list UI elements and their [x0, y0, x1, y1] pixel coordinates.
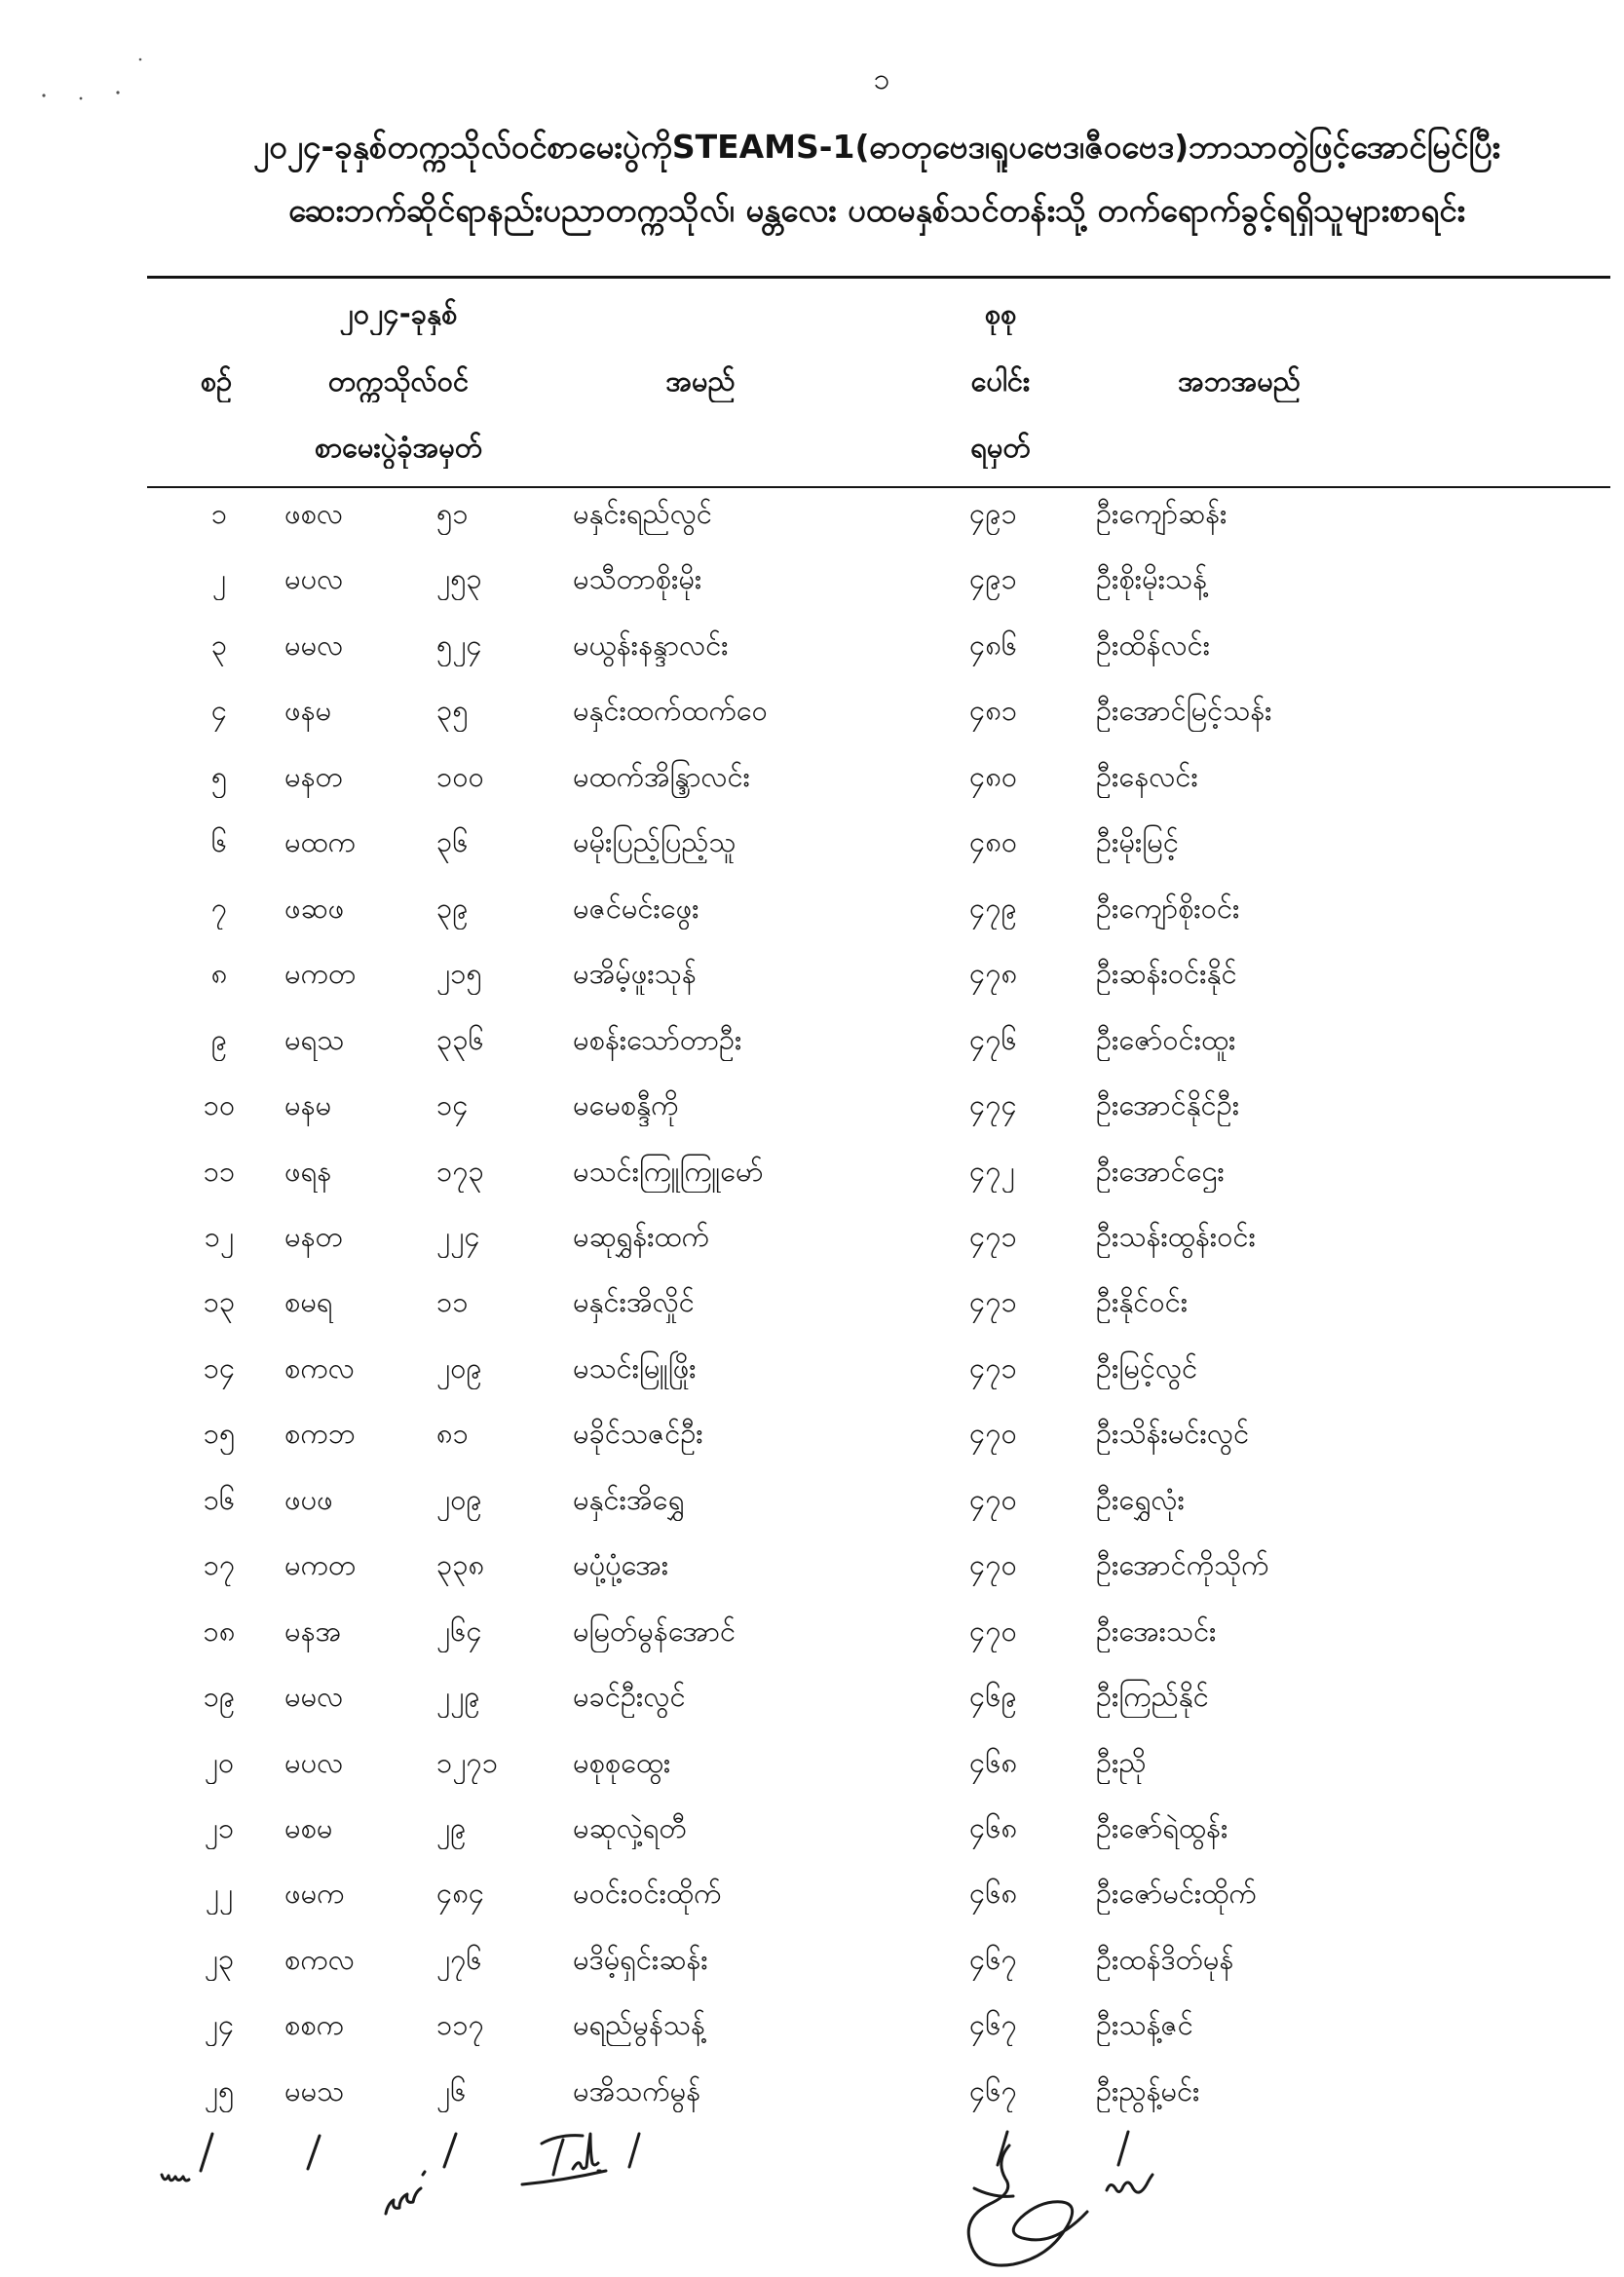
total-marks: ၄၆၇ — [969, 1942, 1017, 1976]
serial-number: ၁၂ — [204, 1219, 235, 1253]
roll-code: မနအ — [284, 1613, 342, 1648]
signature-mark — [308, 2136, 320, 2169]
table-row — [0, 1018, 1624, 1061]
serial-number: ၂၃ — [204, 1942, 235, 1976]
student-name: မသင်းကြူကြူမော် — [573, 1154, 764, 1188]
roll-code: မကတ — [284, 1548, 357, 1582]
header-father-name: အဘအမည် — [1178, 364, 1301, 398]
serial-number: ၂၂ — [205, 1877, 234, 1911]
roll-code: ဖနမ — [284, 694, 332, 728]
signature-mark — [386, 2172, 425, 2214]
roll-number: ၁၇၃ — [436, 1154, 484, 1188]
total-marks: ၄၆၇ — [969, 2008, 1017, 2042]
document-title-line-1: ၂၀၂၄-ခုနှစ်တက္ကသိုလ်ဝင်စာမေးပွဲကိုSTEAMS-1(ဓာတုဗေဒ၊ရူပဗေဒ၊ဇီဝဗေဒ)ဘာသာတွဲဖြင့်အောင်မြင်ပြီး — [252, 128, 1501, 166]
table-row — [0, 952, 1624, 995]
total-marks: ၄၇၄ — [969, 1088, 1017, 1122]
total-marks: ၄၇၆ — [969, 1022, 1017, 1056]
serial-number: ၂၅ — [204, 2073, 235, 2107]
roll-number: ၂၀၉ — [436, 1350, 482, 1385]
student-name: မပုံ့ပုံ့အေး — [573, 1548, 669, 1582]
father-name: ဦးစိုးမိုးသန့် — [1096, 562, 1208, 596]
roll-number: ၃၅ — [436, 694, 469, 728]
student-name: မနှင်းအိရွှေ — [573, 1482, 685, 1516]
father-name: ဦးသိန်းမင်းလွင် — [1096, 1417, 1250, 1451]
table-header-rule — [147, 486, 1610, 488]
father-name: ဦးအောင်ကိုသိုက် — [1096, 1548, 1269, 1582]
header-total-line-2: ပေါင်း — [970, 364, 1031, 398]
student-name: မအိမ့်ဖူးသုန် — [573, 957, 697, 991]
student-name: မဆုလှဲ့ရတီ — [573, 1811, 687, 1844]
student-name: မနှင်းအိလှိုင် — [573, 1285, 695, 1319]
roll-number: ၄၈၄ — [436, 1877, 485, 1911]
roll-number: ၂၆၄ — [436, 1613, 482, 1648]
father-name: ဦးအောင်နိုင်ဦး — [1096, 1088, 1240, 1122]
page-number: ၁ — [873, 62, 890, 96]
roll-code: မနတ — [284, 759, 343, 793]
roll-number: ၁၀၀ — [436, 759, 484, 793]
table-row — [0, 1215, 1624, 1258]
roll-number: ၂၂၄ — [436, 1219, 480, 1253]
student-name: မမေစန္ဒီကို — [573, 1088, 679, 1122]
roll-number: ၃၃၆ — [436, 1022, 484, 1056]
roll-number: ၃၉ — [436, 891, 469, 925]
father-name: ဦးအောင်ဌေး — [1096, 1154, 1225, 1188]
student-name: မထက်အိန္ဒြာလင်း — [573, 759, 751, 793]
header-roll-line-3: စာမေးပွဲခုံအမှတ် — [314, 431, 483, 464]
signature-mark — [162, 2175, 189, 2181]
roll-code: မထက — [284, 825, 356, 859]
signature-mark — [444, 2134, 456, 2167]
table-row — [0, 1675, 1624, 1718]
roll-code: မပလ — [284, 1745, 344, 1779]
total-marks: ၄၇၁ — [969, 1350, 1017, 1385]
father-name: ဦးဇော်မင်းထိုက် — [1096, 1877, 1257, 1911]
roll-code: မမလ — [284, 627, 344, 662]
student-name: မယွန်းနန္ဒာလင်း — [573, 627, 729, 662]
total-marks: ၄၆၉ — [969, 1680, 1017, 1714]
total-marks: ၄၇၂ — [969, 1154, 1015, 1188]
roll-number: ၅၂၄ — [436, 627, 482, 662]
signature-mark — [522, 2134, 606, 2184]
father-name: ဦးအေးသင်း — [1096, 1613, 1217, 1648]
student-name: မစုစုထွေး — [573, 1745, 671, 1779]
table-top-rule — [147, 276, 1610, 279]
table-row — [0, 1741, 1624, 1784]
serial-number: ၁၁ — [203, 1154, 236, 1188]
table-row — [0, 1150, 1624, 1193]
serial-number: ၁၄ — [203, 1350, 236, 1385]
serial-number: ၁၃ — [203, 1285, 236, 1319]
table-row — [0, 689, 1624, 732]
total-marks: ၄၆၇ — [969, 2073, 1017, 2107]
father-name: ဦးအောင်မြင့်သန်း — [1096, 694, 1272, 728]
father-name: ဦးရွှေလုံး — [1096, 1482, 1185, 1516]
signature-mark — [968, 2145, 1087, 2265]
header-name: အမည် — [665, 364, 736, 398]
student-name: မခင်ဦးလွင် — [573, 1680, 686, 1714]
father-name: ဦးသန်းထွန်းဝင်း — [1096, 1219, 1257, 1253]
student-name: မနှင်းထက်ထက်ဝေ — [573, 694, 768, 728]
serial-number: ၇ — [210, 891, 228, 925]
serial-number: ၄ — [210, 694, 228, 728]
roll-number: ၂၉ — [436, 1811, 467, 1844]
serial-number: ၅ — [210, 759, 228, 793]
header-roll-line-2: တက္ကသိုလ်ဝင် — [327, 364, 470, 398]
roll-number: ၃၆ — [436, 825, 469, 859]
father-name: ဦးညို — [1096, 1745, 1147, 1779]
table-row — [0, 755, 1624, 798]
total-marks: ၄၈၀ — [969, 759, 1018, 793]
roll-code: စကလ — [284, 1942, 355, 1976]
father-name: ဦးနိုင်ဝင်း — [1096, 1285, 1189, 1319]
roll-number: ၃၃၈ — [436, 1548, 485, 1582]
table-row — [0, 1610, 1624, 1652]
roll-number: ၂၅၃ — [436, 562, 482, 596]
header-total-line-3: ရမှတ် — [970, 431, 1031, 464]
signature-mark — [629, 2134, 639, 2167]
father-name: ဦးကျော်စိုးဝင်း — [1096, 891, 1240, 925]
total-marks: ၄၈၀ — [969, 825, 1018, 859]
serial-number: ၂၁ — [204, 1811, 235, 1844]
document-title-line-2: ဆေးဘက်ဆိုင်ရာနည်းပညာတက္ကသိုလ်၊ မန္တလေး ပထမနှစ်သင်တန်းသို့ တက်ရောက်ခွင့်ရရှိသူများစာရင်း — [288, 191, 1465, 229]
student-name: မဒိမ့်ရှင်းဆန်း — [573, 1942, 708, 1976]
roll-number: ၁၁၇ — [436, 2008, 484, 2042]
father-name: ဦးကျော်ဆန်း — [1096, 497, 1227, 530]
father-name: ဦးဆန်းဝင်းနိုင် — [1096, 957, 1237, 991]
roll-code: စမရ — [284, 1285, 333, 1319]
father-name: ဦးဇော်ရဲထွန်း — [1096, 1811, 1228, 1844]
father-name: ဦးမိုးမြင့် — [1096, 825, 1179, 859]
total-marks: ၄၆၈ — [969, 1877, 1018, 1911]
father-name: ဦးဇော်ဝင်းထူး — [1096, 1022, 1236, 1056]
student-name: မဇင်မင်းဖွေး — [573, 891, 699, 925]
roll-code: မကတ — [284, 957, 357, 991]
serial-number: ၂ — [211, 562, 227, 596]
roll-code: စစက — [284, 2008, 345, 2042]
total-marks: ၄၉၁ — [969, 562, 1017, 596]
serial-number: ၉ — [210, 1022, 228, 1056]
roll-code: မမလ — [284, 1680, 344, 1714]
student-name: မရည်မွန်သန့် — [573, 2008, 705, 2042]
total-marks: ၄၈၆ — [969, 627, 1018, 662]
roll-code: မရသ — [284, 1022, 345, 1056]
table-row — [0, 1872, 1624, 1915]
serial-number: ၈ — [210, 957, 228, 991]
serial-number: ၂၄ — [204, 2008, 235, 2042]
serial-number: ၁၉ — [203, 1680, 236, 1714]
scan-specks — [0, 0, 195, 127]
student-name: မနှင်းရည်လွင် — [573, 497, 712, 530]
table-row — [0, 1347, 1624, 1389]
signature-mark — [1107, 2175, 1152, 2192]
roll-code: ဖမက — [284, 1877, 345, 1911]
total-marks: ၄၈၁ — [969, 694, 1018, 728]
student-name: မသီတာစိုးမိုး — [573, 562, 702, 596]
roll-number: ၂၁၅ — [436, 957, 482, 991]
roll-code: မနမ — [284, 1088, 332, 1122]
table-row — [0, 1806, 1624, 1849]
total-marks: ၄၆၈ — [969, 1811, 1018, 1844]
table-row — [0, 2003, 1624, 2046]
roll-code: မပလ — [284, 562, 344, 596]
student-name: မမြတ်မွန်အောင် — [573, 1613, 736, 1648]
total-marks: ၄၇၀ — [969, 1548, 1017, 1582]
roll-number: ၁၄ — [436, 1088, 469, 1122]
roll-number: ၂၇၆ — [436, 1942, 482, 1976]
total-marks: ၄၇၈ — [969, 957, 1018, 991]
total-marks: ၄၇၀ — [969, 1613, 1017, 1648]
signatures — [0, 2095, 1624, 2277]
roll-number: ၅၁ — [436, 497, 469, 530]
header-total-line-1: စုစု — [984, 297, 1017, 330]
roll-number: ၁၁ — [436, 1285, 469, 1319]
student-name: မဆုရွှန်းထက် — [573, 1219, 710, 1253]
table-row — [0, 1478, 1624, 1521]
student-name: မခိုင်သဇင်ဦး — [573, 1417, 703, 1451]
father-name: ဦးမြင့်လွင် — [1096, 1350, 1198, 1385]
student-name: မဝင်းဝင်းထိုက် — [573, 1877, 722, 1911]
roll-code: ဖဆဖ — [284, 891, 345, 925]
roll-code: ဖပဖ — [284, 1482, 333, 1516]
roll-code: မစမ — [284, 1811, 333, 1844]
table-row — [0, 887, 1624, 930]
roll-code: စကလ — [284, 1350, 355, 1385]
table-row — [0, 820, 1624, 863]
student-name: မသင်းမြူဖြိုး — [573, 1350, 697, 1385]
roll-number: ၂၆ — [436, 2073, 467, 2107]
serial-number: ၁၈ — [203, 1613, 236, 1648]
total-marks: ၄၆၈ — [969, 1745, 1018, 1779]
table-row — [0, 1543, 1624, 1586]
student-name: မအိသက်မွန် — [573, 2073, 701, 2107]
roll-number: ၂၂၉ — [436, 1680, 480, 1714]
roll-code: မမသ — [284, 2073, 345, 2107]
signature-mark — [1118, 2132, 1128, 2165]
header-serial: စဉ် — [200, 364, 233, 398]
table-row — [0, 1412, 1624, 1455]
roll-code: မနတ — [284, 1219, 343, 1253]
header-roll-line-1: ၂၀၂၄-ခုနှစ် — [339, 297, 458, 330]
father-name: ဦးသန့်ဇင် — [1096, 2008, 1193, 2042]
father-name: ဦးနေလင်း — [1096, 759, 1198, 793]
total-marks: ၄၉၁ — [969, 497, 1017, 530]
total-marks: ၄၇၁ — [969, 1285, 1017, 1319]
student-name: မမိုးပြည့်ပြည့်သူ — [573, 825, 736, 859]
roll-code: စကဘ — [284, 1417, 356, 1451]
father-name: ဦးညွန့်မင်း — [1096, 2073, 1200, 2107]
serial-number: ၁၀ — [203, 1088, 236, 1122]
roll-code: ဖစလ — [284, 497, 344, 530]
father-name: ဦးထိန်လင်း — [1096, 627, 1211, 662]
serial-number: ၁၆ — [203, 1482, 236, 1516]
father-name: ဦးထန်ဒိတ်မုန် — [1096, 1942, 1234, 1976]
student-name: မစန်းသော်တာဦး — [573, 1022, 742, 1056]
serial-number: ၁၅ — [203, 1417, 236, 1451]
serial-number: ၂၀ — [204, 1745, 235, 1779]
roll-number: ၁၂၇၁ — [436, 1745, 499, 1779]
total-marks: ၄၇၀ — [969, 1417, 1017, 1451]
table-row — [0, 624, 1624, 666]
total-marks: ၄၇၀ — [969, 1482, 1017, 1516]
table-row — [0, 557, 1624, 600]
table-row — [0, 492, 1624, 535]
table-row — [0, 1083, 1624, 1126]
total-marks: ၄၇၉ — [969, 891, 1017, 925]
signature-mark — [201, 2134, 212, 2171]
serial-number: ၁၇ — [203, 1548, 236, 1582]
table-row — [0, 1280, 1624, 1323]
serial-number: ၆ — [210, 825, 228, 859]
table-row — [0, 1938, 1624, 1981]
serial-number: ၁ — [210, 497, 228, 530]
roll-code: ဖရန — [284, 1154, 332, 1188]
total-marks: ၄၇၁ — [969, 1219, 1017, 1253]
serial-number: ၃ — [210, 627, 228, 662]
father-name: ဦးကြည်နိုင် — [1096, 1680, 1209, 1714]
roll-number: ၂၀၉ — [436, 1482, 482, 1516]
roll-number: ၈၁ — [436, 1417, 469, 1451]
